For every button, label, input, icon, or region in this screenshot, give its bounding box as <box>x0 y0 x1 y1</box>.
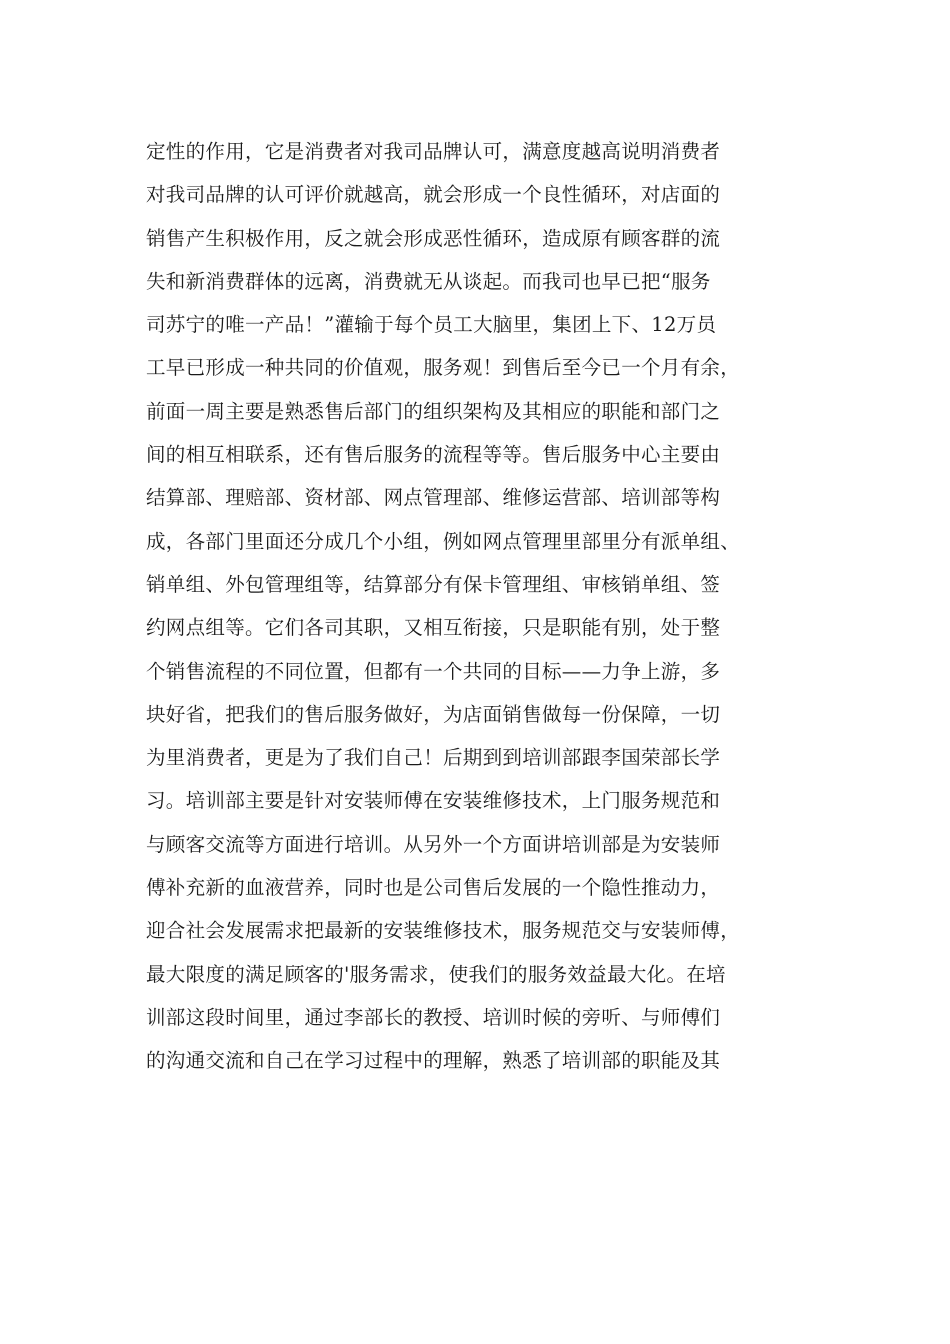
text-line: 成，各部门里面还分成几个小组，例如网点管理里部里分有派单组、 <box>146 529 741 553</box>
text-line: 结算部、理赔部、资材部、网点管理部、维修运营部、培训部等构 <box>146 486 721 510</box>
body-text <box>146 130 806 1083</box>
text-line: 迎合社会发展需求把最新的安装维修技术，服务规范交与安装师傅， <box>146 919 741 943</box>
text-line: 约网点组等。它们各司其职，又相互衔接，只是职能有别，处于整 <box>146 616 721 640</box>
text-line: 最大限度的满足顾客的'服务需求，使我们的服务效益最大化。在培 <box>146 962 726 986</box>
text-line: 块好省，把我们的售后服务做好，为店面销售做每一份保障，一切 <box>146 702 721 726</box>
text-line: 习。培训部主要是针对安装师傅在安装维修技术，上门服务规范和 <box>146 789 721 813</box>
text-line: 前面一周主要是熟悉售后部门的组织架构及其相应的职能和部门之 <box>146 399 721 423</box>
text-line: 傅补充新的血液营养，同时也是公司售后发展的一个隐性推动力， <box>146 876 721 900</box>
text-line: 与顾客交流等方面进行培训。从另外一个方面讲培训部是为安装师 <box>146 832 721 856</box>
text-line: 定性的作用，它是消费者对我司品牌认可，满意度越高说明消费者 <box>146 140 721 163</box>
text-line: 销单组、外包管理组等，结算部分有保卡管理组、审核销单组、签 <box>146 572 721 596</box>
text-line: 间的相互相联系，还有售后服务的流程等等。售后服务中心主要由 <box>146 443 721 467</box>
text-line: 销售产生积极作用，反之就会形成恶性循环，造成原有顾客群的流 <box>146 226 721 250</box>
text-line: 的沟通交流和自己在学习过程中的理解，熟悉了培训部的职能及其 <box>146 1049 721 1073</box>
text-line: 为里消费者，更是为了我们自己！后期到到培训部跟李国荣部长学 <box>146 746 721 770</box>
text-line: 个销售流程的不同位置，但都有一个共同的目标——力争上游，多 <box>146 659 721 683</box>
text-line: 训部这段时间里，通过李部长的教授、培训时候的旁听、与师傅们 <box>146 1005 721 1029</box>
text-line: 工早已形成一种共同的价值观，服务观！到售后至今已一个月有余， <box>146 356 741 380</box>
text-line: 司苏宁的唯一产品！”灌输于每个员工大脑里，集团上下、12万员 <box>146 313 717 337</box>
text-line: 对我司品牌的认可评价就越高，就会形成一个良性循环，对店面的 <box>146 183 721 207</box>
text-line: 失和新消费群体的远离，消费就无从谈起。而我司也早已把“服务 <box>146 269 711 293</box>
